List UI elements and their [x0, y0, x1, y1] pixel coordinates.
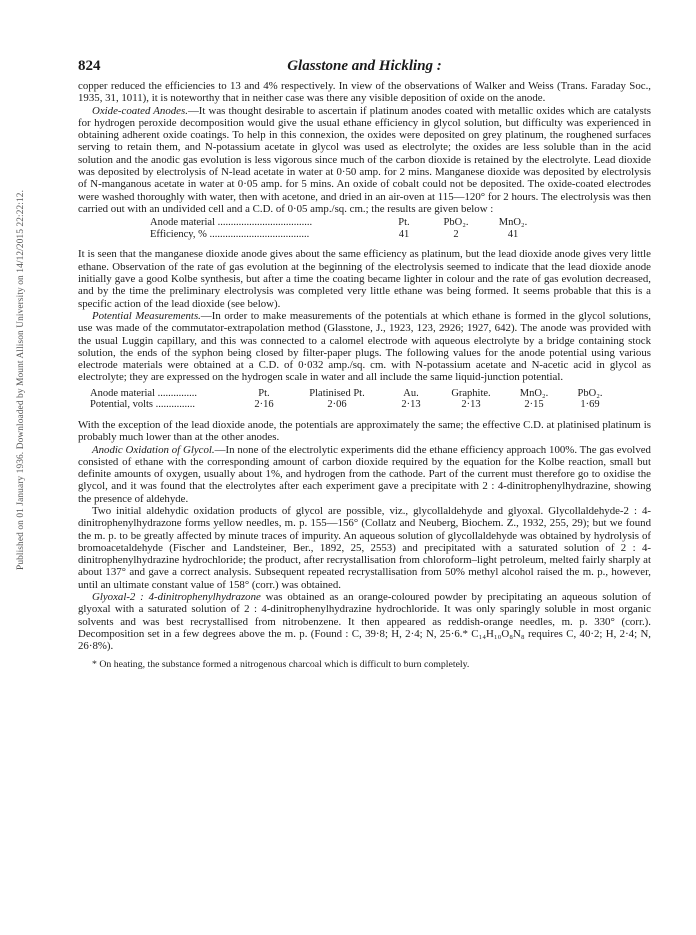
table-cell: PbO₂.: [443, 217, 469, 229]
paragraph-7: Two initial aldehydic oxidation products of glycol are possible, viz., glycollaldehyde and glyoxal. Glycollaldehyde-2 : 4-dinitrophenylhydrazone forms yellow needles, m. p. 155—156° (Collatz and Neuberg, Biochem. Z., 1932, 255, 29); but we found the m. p. to be greatly affected by minute traces of impurity. An aqueous solution of glycollaldehyde was obtained by hydrolysis of bromoacetaldehyde (Fischer and Landsteiner, Ber., 1892, 25, 2553) and precipitated with a saturated solution of 2 : 4-dinitrophenylhydrazine hydrochloride; the product, after recrystallisation from chloroform–light petroleum, melted fairly sharply at about 137° and gave a correct analysis. Subsequent repeated recrystallisation from 50% methyl alcohol raised the m. p., however, until an ultimate constant value of 158° (corr.) was obtained.: [78, 504, 651, 591]
table-cell: PbO₂.: [577, 387, 603, 399]
row-label: Anode material ....................................: [150, 217, 313, 229]
table-row: [150, 217, 538, 229]
table-row: [150, 229, 538, 241]
table-cell: 2·16: [254, 399, 274, 411]
table-cell: 1·69: [580, 399, 600, 411]
table-cell: 41: [507, 228, 519, 240]
table-cell: Pt.: [398, 217, 410, 229]
paragraph-anodic-oxidation: [78, 444, 651, 505]
table-cell: Au.: [403, 387, 419, 399]
paragraph-text: —In order to make measurements of the potentials at which ethane is formed in the glycol solutions, use was made of the commutator-extrapolation method (Glasstone, J., 1923, 123, 2926; 1927, 642). The anode was provided with the usual Luggin capillary, and this was connected to a calomel electrode with aqueous electrolyte by a bridge containing stock solution, the ends of the syphon being closed by filter-paper plugs. The following values for the anode potential using various electrode materials were obtained at a C.D. of 0·032 amp./sq. cm. with N-potassium acetate and N-acetic acid in glycol as electrolyte; they are expressed on the hydrogen scale in water and all include the same liquid-junction potential.: [78, 309, 651, 384]
paragraph-potential-measurements: [78, 310, 651, 384]
paragraph-oxide-coated-anodes: [78, 105, 651, 216]
section-heading: Anodic Oxidation of Glycol.: [92, 443, 215, 456]
paragraph-5: With the exception of the lead dioxide anode, the potentials are approximately the same; the effective C.D. at platinised platinum is probably much lower than at the other anodes.: [78, 418, 651, 444]
efficiency-table: [150, 217, 538, 240]
table-cell: 2·15: [524, 399, 544, 411]
page-number: 824: [78, 58, 101, 74]
row-label: Anode material ...............: [90, 387, 198, 399]
download-notice: Published on 01 January 1936. Downloaded by Mount Allison University on 14/12/2015 22:22:12.: [16, 189, 26, 570]
running-title: Glasstone and Hickling :: [287, 58, 442, 74]
page-header: [78, 58, 651, 80]
section-heading: Glyoxal-2 : 4-dinitrophenylhydrazone: [92, 591, 261, 604]
paragraph-text: was obtained as an orange-coloured powder by precipitating an aqueous solution of glyoxal with a saturated solution of 2 : 4-dinitrophenylhydrazine hydrochloride. It was only sparingly soluble in most organic solvents and was best recrystallised from nitrobenzene. It then appeared as reddish-orange needles, m. p. 330° (corr.). Decomposition set in a few degrees above the m. p. (Found : C, 39·8; H, 2·4; N, 25·6.* C₁₄H₁₀O₈N₈ requires C, 40·2; H, 2·4; N, 26·8%).: [78, 591, 651, 653]
paper-page: [78, 58, 651, 670]
table-cell: Pt.: [258, 387, 270, 399]
paragraph-text: —In none of the electrolytic experiments did the ethane efficiency approach 100%. The gas evolved consisted of ethane with the corresponding amount of carbon dioxide required by the equation for the Kolbe reaction, small but definite amounts of oxygen, usually about 1%, and hydrogen from the cathode. Part of the current must therefore go to oxidise the glycol, and it was found that the electrolytes after each experiment gave a precipitate with 2 : 4-dinitrophenylhydrazine, showing the presence of aldehyde.: [78, 443, 651, 505]
sidebar-watermark: [0, 0, 30, 935]
table-row: [90, 388, 618, 400]
table-cell: Platinised Pt.: [309, 387, 365, 399]
paragraph-3: It is seen that the manganese dioxide anode gives about the same efficiency as platinum, but the lead dioxide anode gives very little ethane. Observation of the rate of gas evolution at the beginning of the electrolysis seemed to indicate that the lead dioxide anode initially gave a good Kolbe synthesis, but after a time the coating became lighter in colour and the rate of gas evolution decreased, and by the time the preliminary electrolysis was completed very little ethane was being formed. It seems probable that this is a specific action of the lead dioxide (see below).: [78, 248, 651, 310]
table-cell: 41: [398, 228, 410, 240]
table-cell: 2·06: [327, 399, 347, 411]
potential-table: [90, 388, 618, 411]
table-cell: Graphite.: [451, 387, 491, 399]
section-heading: Oxide-coated Anodes.: [92, 104, 188, 117]
table-cell: 2·13: [461, 399, 481, 411]
table-cell: MnO₂.: [498, 217, 528, 229]
table-cell: 2: [453, 228, 459, 240]
footnote: * On heating, the substance formed a nitrogenous charcoal which is difficult to burn completely.: [92, 658, 470, 670]
table-cell: 2·13: [401, 399, 421, 411]
paragraph-glyoxal: [78, 591, 651, 652]
paragraph-1: copper reduced the efficiencies to 13 and 4% respectively. In view of the observations of Walker and Weiss (Trans. Faraday Soc., 1935, 31, 1011), it is noteworthy that in neither case was there any visible deposition of oxide on the anode.: [78, 80, 651, 105]
table-row: [90, 399, 618, 411]
row-label: Potential, volts ...............: [90, 399, 195, 411]
table-cell: MnO₂.: [519, 387, 549, 399]
section-heading: Potential Measurements.: [92, 309, 201, 322]
paragraph-text: —It was thought desirable to ascertain if platinum anodes coated with metallic oxides which are catalysts for hydrogen peroxide decomposition would give the usual ethane efficiency in glycol solution, but difficulty was experienced in obtaining adherent oxide coatings. To help in this connexion, the oxides were deposited on grey platinum, the roughened surfaces serving to retain them, and N-potassium acetate in glycol was used as electrolyte; the oxides are less soluble than in the acid solution and the anodic gas evolution is less vigorous since much of the carbon dioxide is retained by the electrolyte. Lead dioxide was deposited by electrolysis of N-lead acetate in water at 0·50 amp. for 2 mins. Manganese dioxide was deposited by electrolysis of N-manganous acetate in water at 0·05 amp. for 5 mins. An oxide of cobalt could not be deposited. The oxide-coated electrodes were washed thoroughly with water, then with acetone, and dried in an air-oven at 115—120° for 2 hours. The electrolysis was then carried out with an undivided cell and a C.D. of 0·05 amp./sq. cm.; the results are given below :: [78, 104, 651, 215]
row-label: Efficiency, % ......................................: [150, 228, 310, 240]
